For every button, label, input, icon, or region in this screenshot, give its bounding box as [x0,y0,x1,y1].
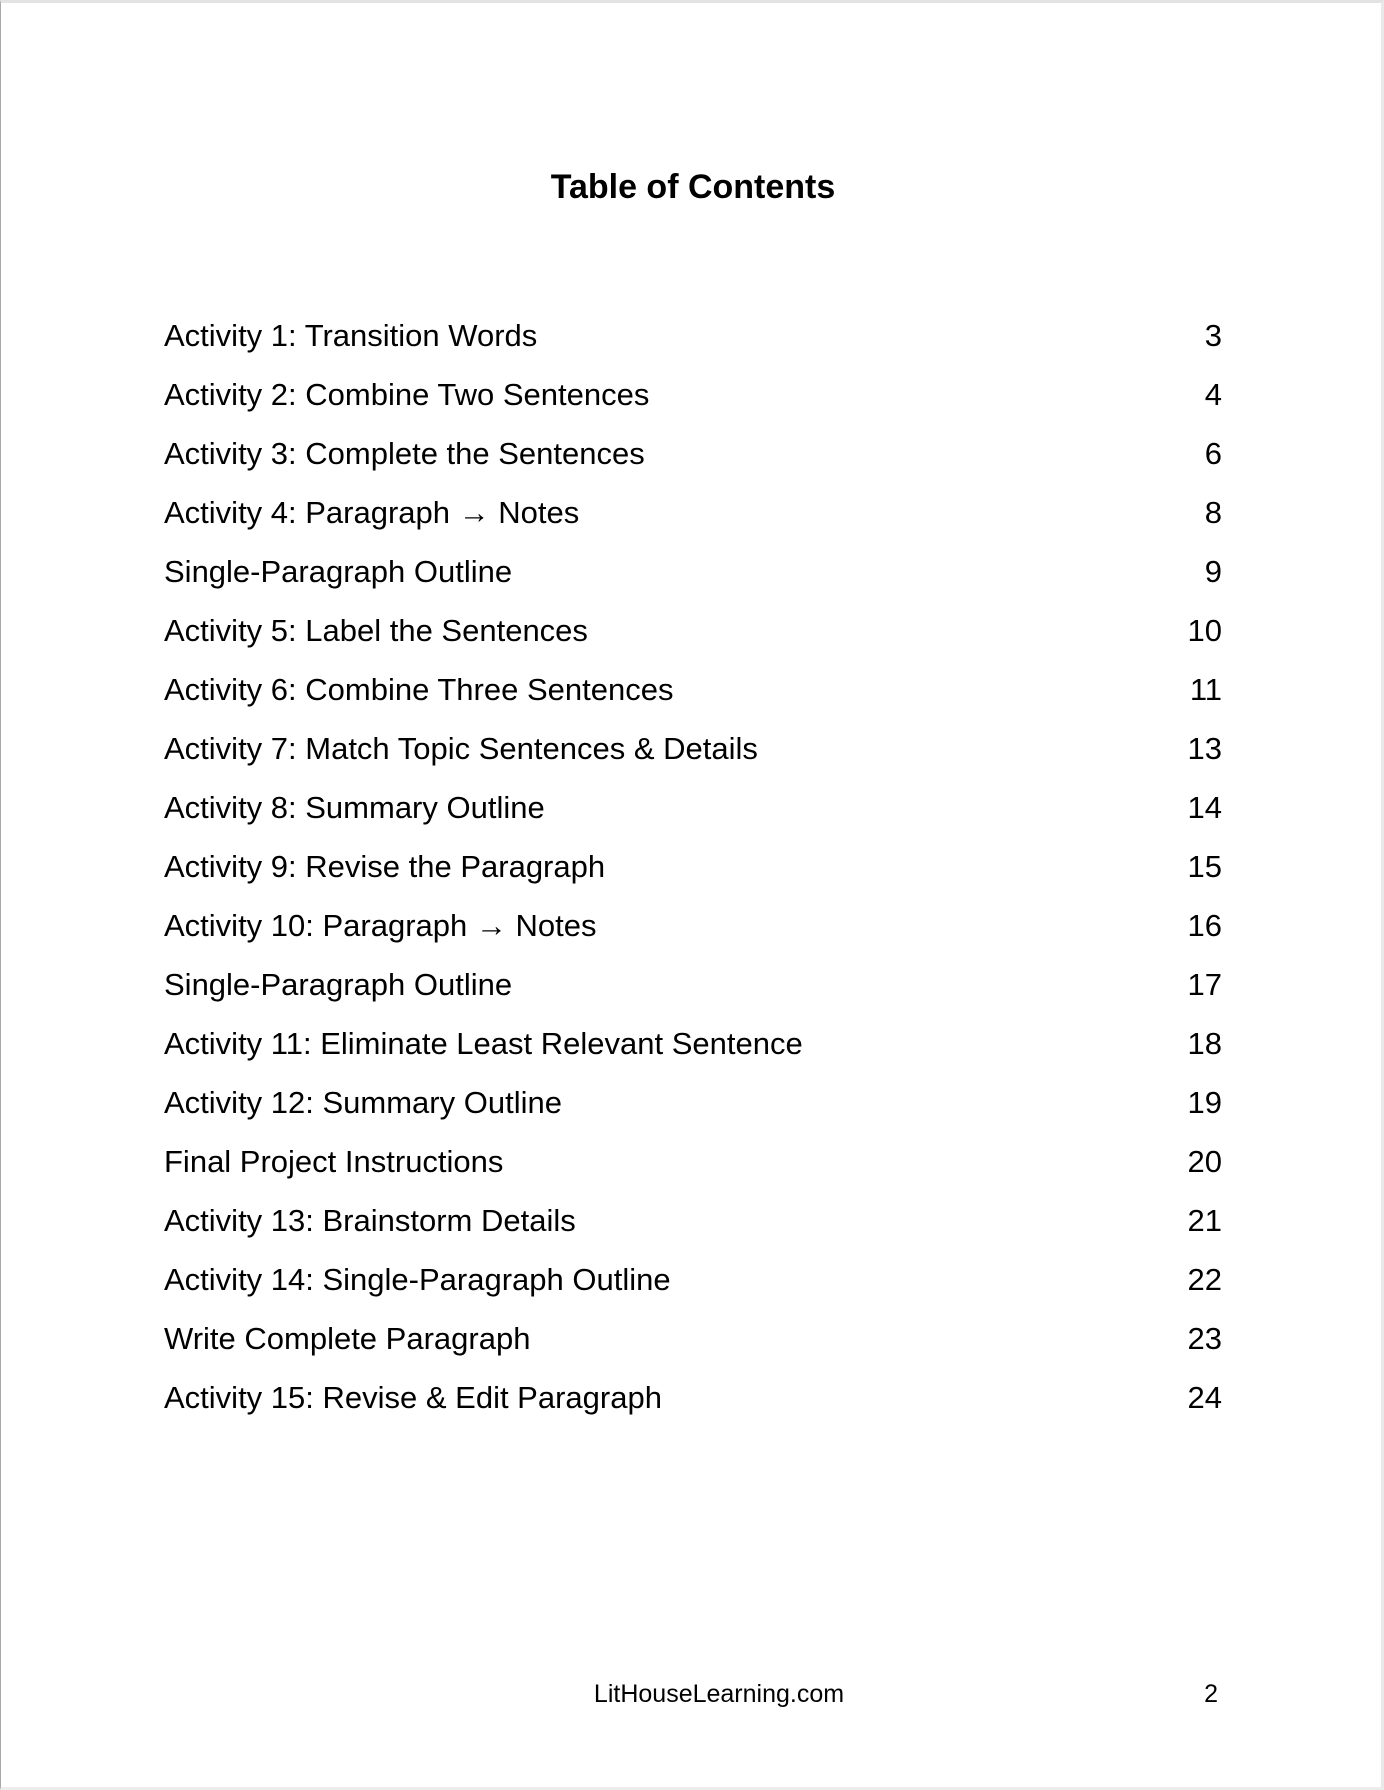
toc-entry-label: Single-Paragraph Outline [164,967,513,1002]
toc-entry-label: Activity 3: Complete the Sentences [164,436,645,471]
toc-entry-label: Activity 14: Single-Paragraph Outline [164,1262,671,1297]
toc-entry-label: Final Project Instructions [164,1144,504,1179]
toc-entry [164,790,1222,849]
toc-entry [164,849,1222,908]
toc-entry-label: Activity 2: Combine Two Sentences [164,377,650,412]
toc-entry-label: Activity 4: Paragraph → Notes [164,495,580,530]
toc-entry-page: 14 [1187,790,1222,825]
toc-entry-label: Activity 9: Revise the Paragraph [164,849,606,884]
page-title [1,167,1384,207]
toc-entry [164,613,1222,672]
toc-entry-page: 24 [1187,1380,1222,1415]
toc-entry [164,731,1222,790]
toc-entry-page: 11 [1189,672,1222,707]
toc-entry [164,1085,1222,1144]
toc-entry-label: Activity 1: Transition Words [164,318,538,353]
toc-entry-page: 6 [1204,436,1222,471]
toc-entry [164,495,1222,554]
toc-entry-page: 19 [1187,1085,1222,1120]
toc-entry-page: 3 [1204,318,1222,353]
page-title-text: Table of Contents [550,168,836,206]
toc-entry-label: Activity 7: Match Topic Sentences & Details [164,731,758,766]
toc-list [164,318,1222,1439]
toc-entry-page: 16 [1187,908,1222,943]
toc-entry-label: Activity 15: Revise & Edit Paragraph [164,1380,662,1415]
toc-entry-label: Activity 13: Brainstorm Details [164,1203,576,1238]
toc-entry-label: Activity 6: Combine Three Sentences [164,672,674,707]
toc-entry-label: Write Complete Paragraph [164,1321,531,1356]
toc-entry-label: Activity 10: Paragraph → Notes [164,908,597,943]
toc-entry-page: 21 [1187,1203,1222,1238]
toc-entry-page: 4 [1204,377,1222,412]
toc-entry [164,1026,1222,1085]
toc-entry-label: Activity 11: Eliminate Least Relevant Sentence [164,1026,803,1061]
toc-entry [164,436,1222,495]
toc-entry-label: Activity 12: Summary Outline [164,1085,562,1120]
toc-entry-page: 10 [1187,613,1222,648]
toc-entry [164,1380,1222,1439]
toc-entry-page: 8 [1204,495,1222,530]
toc-entry [164,1321,1222,1380]
toc-entry [164,1144,1222,1203]
toc-entry-page: 17 [1187,967,1222,1002]
toc-entry [164,967,1222,1026]
toc-entry-page: 13 [1187,731,1222,766]
toc-entry-page: 15 [1187,849,1222,884]
toc-entry [164,908,1222,967]
toc-entry-page: 22 [1187,1262,1222,1297]
footer-site: LitHouseLearning.com [593,1680,845,1708]
footer-page-number: 2 [1204,1680,1218,1708]
toc-entry-label: Activity 5: Label the Sentences [164,613,588,648]
toc-entry [164,1262,1222,1321]
toc-entry-page: 18 [1187,1026,1222,1061]
toc-entry-label: Single-Paragraph Outline [164,554,513,589]
toc-entry [164,554,1222,613]
toc-entry [164,377,1222,436]
toc-entry [164,1203,1222,1262]
toc-entry-page: 20 [1187,1144,1222,1179]
toc-entry-page: 9 [1204,554,1222,589]
toc-entry [164,318,1222,377]
toc-entry-page: 23 [1187,1321,1222,1356]
toc-entry [164,672,1222,731]
toc-entry-label: Activity 8: Summary Outline [164,790,545,825]
